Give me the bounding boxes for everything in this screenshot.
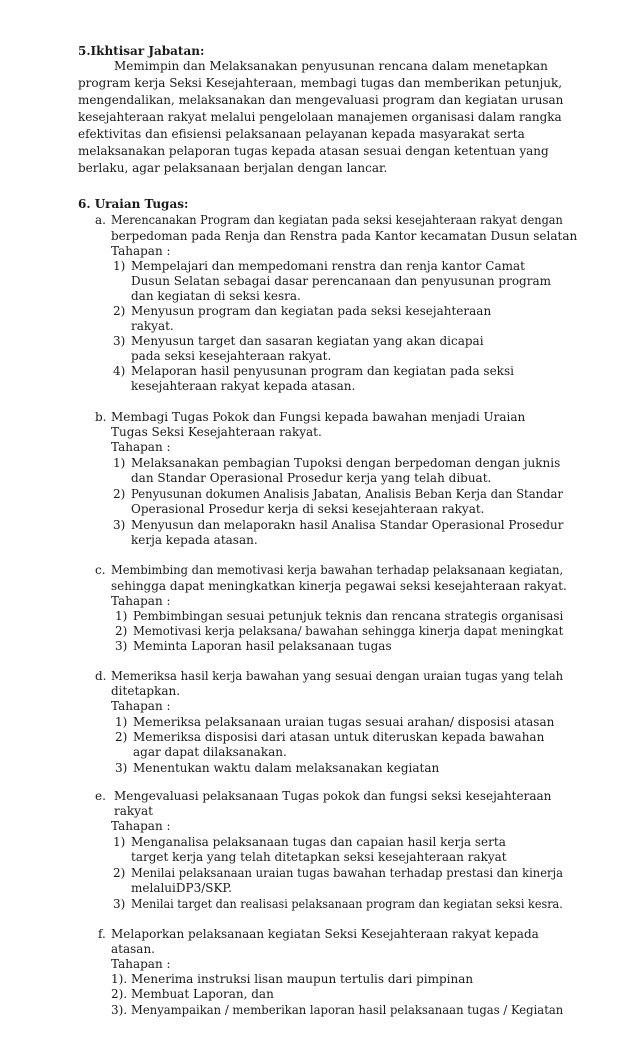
item-marker-e: e.: [95, 789, 106, 803]
step-number: 3): [113, 334, 126, 348]
step-number: 3).: [111, 1003, 128, 1017]
step-number: 1).: [111, 972, 128, 986]
item-c-line: Membimbing dan memotivasi kerja bawahan terhadap pelaksanaan kegiatan,: [111, 563, 564, 577]
step-text: Memeriksa disposisi dari atasan untuk diteruskan kepada bawahan: [133, 730, 545, 744]
section5-line: efektivitas dan efisiensi pelaksanaan pelayanan kepada masyarakat serta: [78, 127, 525, 141]
tahapan-label: Tahapan :: [111, 244, 171, 258]
item-b-line: Membagi Tugas Pokok dan Fungsi kepada bawahan menjadi Uraian: [111, 410, 526, 424]
item-d-line: Memeriksa hasil kerja bawahan yang sesuai dengan uraian tugas yang telah: [111, 669, 564, 683]
item-f-line: atasan.: [111, 942, 155, 956]
step-number: 4): [113, 364, 126, 378]
step-text: Menilai pelaksanaan uraian tugas bawahan terhadap prestasi dan kinerja: [131, 866, 564, 880]
step-text: Menyampaikan / memberikan laporan hasil pelaksanaan tugas / Kegiatan: [131, 1003, 564, 1017]
item-d-line: ditetapkan.: [111, 684, 181, 698]
section5-line: berlaku, agar pelaksanaan berjalan dengan lancar.: [78, 161, 388, 175]
tahapan-label: Tahapan :: [111, 699, 171, 713]
step-text: kesejahteraan rakyat kepada atasan.: [131, 379, 356, 393]
section5-title: 5.Ikhtisar Jabatan:: [78, 44, 205, 58]
step-text: Memotivasi kerja pelaksana/ bawahan sehingga kinerja dapat meningkat: [133, 624, 564, 638]
tahapan-label: Tahapan :: [111, 819, 171, 833]
step-text: Menilai target dan realisasi pelaksanaan program dan kegiatan seksi kesra.: [131, 897, 563, 911]
section5-line: mengendalikan, melaksanakan dan mengevaluasi program dan kegiatan urusan: [78, 93, 564, 107]
step-number: 1): [113, 456, 126, 470]
step-text: kerja kepada atasan.: [131, 533, 258, 547]
step-text: pada seksi kesejahteraan rakyat.: [131, 349, 332, 363]
step-number: 3): [113, 897, 126, 911]
step-number: 1): [113, 835, 126, 849]
item-a-line: berpedoman pada Renja dan Renstra pada Kantor kecamatan Dusun selatan: [111, 229, 578, 243]
step-text: dan Standar Operasional Prosedur kerja yang telah dibuat.: [131, 471, 492, 485]
step-text: Mempelajari dan mempedomani renstra dan renja kantor Camat: [131, 259, 525, 273]
step-text: melaluiDP3/SKP.: [131, 881, 232, 895]
section5-line: melaksanakan pelaporan tugas kepada atasan sesuai dengan ketentuan yang: [78, 144, 549, 158]
section5-line: program kerja Seksi Kesejahteraan, membagi tugas dan memberikan petunjuk,: [78, 76, 563, 90]
step-number: 1): [115, 609, 128, 623]
step-text: Melaporan hasil penyusunan program dan kegiatan pada seksi: [131, 364, 514, 378]
step-number: 1): [115, 715, 128, 729]
item-e-line: Mengevaluasi pelaksanaan Tugas pokok dan fungsi seksi kesejahteraan: [114, 789, 552, 803]
section5-line: Memimpin dan Melaksanakan penyusunan rencana dalam menetapkan: [114, 59, 548, 73]
step-number: 2): [115, 624, 128, 638]
step-text: Dusun Selatan sebagai dasar perencanaan dan penyusunan program: [131, 274, 552, 288]
step-number: 1): [113, 259, 126, 273]
step-number: 3): [115, 761, 128, 775]
step-text: Pembimbingan sesuai petunjuk teknis dan rencana strategis organisasi: [133, 609, 564, 623]
step-text: Melaksanakan pembagian Tupoksi dengan berpedoman dengan juknis: [131, 456, 561, 470]
item-marker-f: f.: [98, 927, 106, 941]
step-text: Menganalisa pelaksanaan tugas dan capaian hasil kerja serta: [131, 835, 506, 849]
step-number: 2): [113, 866, 126, 880]
step-text: target kerja yang telah ditetapkan seksi kesejahteraan rakyat: [131, 850, 507, 864]
item-marker-c: c.: [95, 563, 106, 577]
step-number: 3): [115, 639, 128, 653]
step-number: 2): [113, 304, 126, 318]
step-text: dan kegiatan di seksi kesra.: [131, 289, 301, 303]
step-text: agar dapat dilaksanakan.: [133, 745, 287, 759]
section5-line: kesejahteraan rakyat melalui pengelolaan manajemen organisasi dalam rangka: [78, 110, 562, 124]
step-text: Menerima instruksi lisan maupun tertulis dari pimpinan: [131, 972, 474, 986]
step-text: Menyusun program dan kegiatan pada seksi kesejahteraan: [131, 304, 492, 318]
step-text: Menyusun dan melaporakn hasil Analisa Standar Operasional Prosedur: [131, 518, 564, 532]
step-number: 2).: [111, 987, 128, 1001]
tahapan-label: Tahapan :: [111, 440, 171, 454]
item-f-line: Melaporkan pelaksanaan kegiatan Seksi Kesejahteraan rakyat kepada: [111, 927, 539, 941]
step-text: Menyusun target dan sasaran kegiatan yang akan dicapai: [131, 334, 484, 348]
item-c-line: sehingga dapat meningkatkan kinerja pegawai seksi kesejahteraan rakyat.: [111, 579, 567, 593]
item-b-line: Tugas Seksi Kesejahteraan rakyat.: [111, 425, 322, 439]
step-text: Memeriksa pelaksanaan uraian tugas sesuai arahan/ disposisi atasan: [133, 715, 555, 729]
section6-title: 6. Uraian Tugas:: [78, 197, 189, 211]
step-text: Operasional Prosedur kerja di seksi kesejahteraan rakyat.: [131, 502, 485, 516]
step-number: 2): [113, 487, 126, 501]
step-text: Membuat Laporan, dan: [131, 987, 274, 1001]
item-marker-d: d.: [95, 669, 107, 683]
step-text: Meminta Laporan hasil pelaksanaan tugas: [133, 639, 392, 653]
step-text: rakyat.: [131, 319, 174, 333]
tahapan-label: Tahapan :: [111, 594, 171, 608]
tahapan-label: Tahapan :: [111, 957, 171, 971]
step-number: 3): [113, 518, 126, 532]
step-text: Penyusunan dokumen Analisis Jabatan, Analisis Beban Kerja dan Standar: [131, 487, 563, 501]
step-number: 2): [115, 730, 128, 744]
item-marker-b: b.: [95, 410, 107, 424]
item-marker-a: a.: [95, 213, 106, 227]
step-text: Menentukan waktu dalam melaksanakan kegiatan: [133, 761, 440, 775]
item-a-line: Merencanakan Program dan kegiatan pada seksi kesejahteraan rakyat dengan: [111, 213, 563, 227]
item-e-line: rakyat: [114, 804, 153, 818]
